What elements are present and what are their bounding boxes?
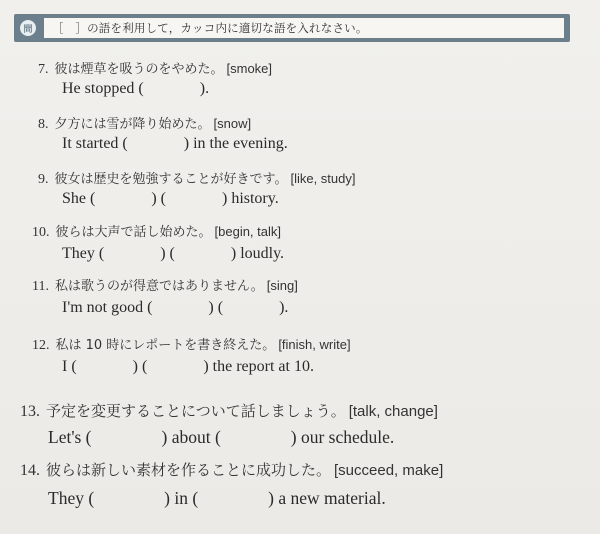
item-number: 8. — [38, 117, 49, 132]
word-hint: [talk, change] — [348, 403, 438, 420]
word-hint: [sing] — [266, 278, 298, 293]
japanese-prompt — [38, 113, 251, 133]
japanese-prompt — [32, 275, 298, 295]
word-hint: [smoke] — [226, 61, 273, 76]
item-number: 11. — [32, 279, 49, 294]
english-sentence: She ( ) ( ) history. — [62, 190, 279, 207]
word-hint: [like, study] — [290, 171, 356, 186]
word-hint: [begin, talk] — [214, 224, 282, 239]
instruction-text: ［ ］の語を利用して，カッコ内に適切な語を入れなさい。 — [44, 18, 564, 38]
item-number: 13. — [20, 403, 40, 420]
english-sentence: They ( ) in ( ) a new material. — [48, 488, 386, 508]
english-sentence: Let's ( ) about ( ) our schedule. — [48, 427, 395, 447]
japanese-sentence: 私は 10 時にレポートを書き終えた。 — [55, 338, 276, 353]
item-number: 7. — [38, 62, 49, 77]
japanese-sentence: 彼らは大声で話し始めた。 — [55, 225, 212, 240]
word-hint: [succeed, make] — [334, 462, 444, 479]
japanese-sentence: 彼は煙草を吸うのをやめた。 — [54, 62, 224, 77]
word-hint: [finish, write] — [278, 337, 351, 352]
japanese-sentence: 予定を変更することについて話しましょう。 — [46, 402, 346, 420]
item-number: 12. — [32, 338, 50, 353]
japanese-prompt — [32, 221, 281, 241]
english-sentence: I ( ) ( ) the report at 10. — [62, 358, 314, 375]
english-sentence: They ( ) ( ) loudly. — [62, 245, 285, 262]
japanese-sentence: 私は歌うのが得意ではありません。 — [54, 279, 264, 294]
word-hint: [snow] — [213, 116, 252, 131]
instruction-bar — [14, 14, 570, 42]
japanese-sentence: 彼女は歴史を勉強することが好きです。 — [54, 172, 288, 187]
question-badge: 問 — [20, 20, 36, 36]
japanese-sentence: 彼らは新しい素材を作ることに成功した。 — [46, 461, 332, 479]
japanese-prompt — [38, 168, 356, 188]
japanese-prompt — [20, 459, 443, 480]
japanese-prompt — [38, 58, 272, 78]
japanese-prompt — [32, 334, 351, 354]
item-number: 14. — [20, 462, 40, 479]
english-sentence: I'm not good ( ) ( ). — [62, 299, 289, 316]
japanese-prompt — [20, 400, 438, 421]
item-number: 10. — [32, 225, 50, 240]
japanese-sentence: 夕方には雪が降り始めた。 — [54, 117, 211, 132]
item-number: 9. — [38, 172, 49, 187]
english-sentence: He stopped ( ). — [62, 80, 210, 97]
english-sentence: It started ( ) in the evening. — [62, 135, 288, 152]
